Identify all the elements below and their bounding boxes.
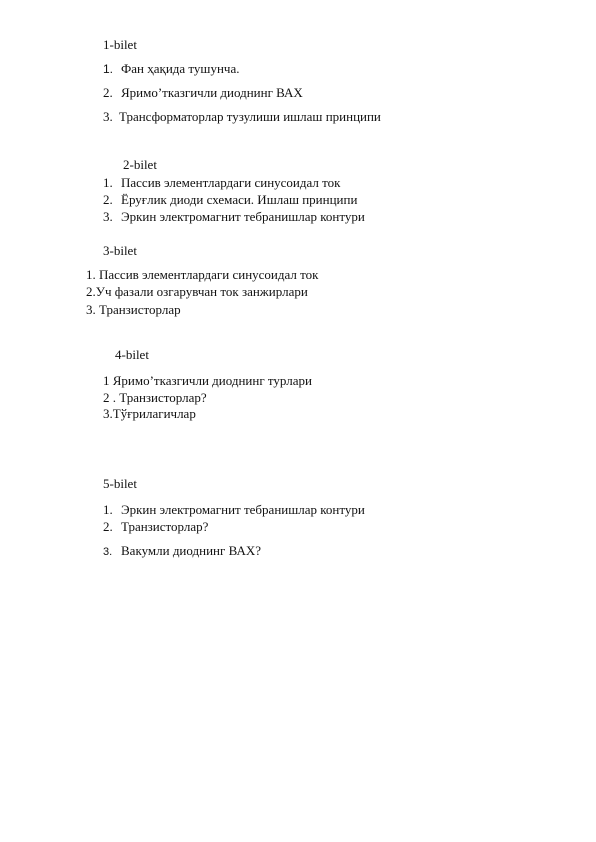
item-number: 1. (103, 502, 113, 517)
ticket-2-item-3 (103, 209, 365, 225)
item-text: Трансформаторлар тузулиши ишлаш принципи (119, 109, 381, 124)
item-number: 3. (103, 546, 113, 558)
item-text: Эркин электромагнит тебранишлар контури (121, 209, 365, 224)
item-number: 2. (103, 192, 113, 207)
ticket-3-item-1: 1. Пассив элементлардаги синусоидал ток (86, 267, 319, 282)
ticket-3-title: 3-bilet (103, 243, 137, 258)
ticket-1-item-3 (103, 109, 381, 125)
ticket-5-item-1 (103, 502, 365, 518)
ticket-4-title: 4-bilet (115, 347, 149, 362)
ticket-1-title: 1-bilet (103, 37, 137, 52)
ticket-2-item-2 (103, 192, 357, 208)
ticket-2-item-1 (103, 175, 340, 191)
item-text: Яримо’тказгичли диоднинг ВАХ (121, 85, 303, 100)
item-number: 1. (103, 62, 114, 76)
ticket-4-item-1: 1 Яримо’тказгичли диоднинг турлари (103, 373, 312, 388)
ticket-4-item-2: 2 . Транзисторлар? (103, 390, 207, 405)
ticket-3-item-3: 3. Транзисторлар (86, 302, 181, 317)
item-text: Транзисторлар? (121, 519, 209, 534)
item-number: 2. (103, 519, 113, 534)
item-number: 2. (103, 85, 113, 100)
item-text: Пассив элементлардаги синусоидал ток (121, 175, 341, 190)
item-text: Ёруғлик диоди схемаси. Ишлаш принципи (121, 192, 358, 207)
item-number: 3. (103, 109, 113, 124)
ticket-1-item-2 (103, 85, 303, 101)
item-text: Эркин электромагнит тебранишлар контури (121, 502, 365, 517)
ticket-2-title: 2-bilet (123, 157, 157, 172)
ticket-4-item-3: 3.Тўғрилагичлар (103, 406, 196, 421)
item-text: Фан ҳақида тушунча. (121, 61, 240, 76)
ticket-3-item-2: 2.Уч фазали озгарувчан ток занжирлари (86, 284, 308, 299)
item-number: 3. (103, 209, 113, 224)
ticket-1-item-1 (103, 61, 239, 77)
item-text: Вакумли диоднинг ВАХ? (121, 543, 261, 558)
item-number: 1. (103, 175, 113, 190)
ticket-5-item-3 (103, 543, 261, 560)
ticket-5-title: 5-bilet (103, 476, 137, 491)
ticket-5-item-2 (103, 519, 208, 535)
